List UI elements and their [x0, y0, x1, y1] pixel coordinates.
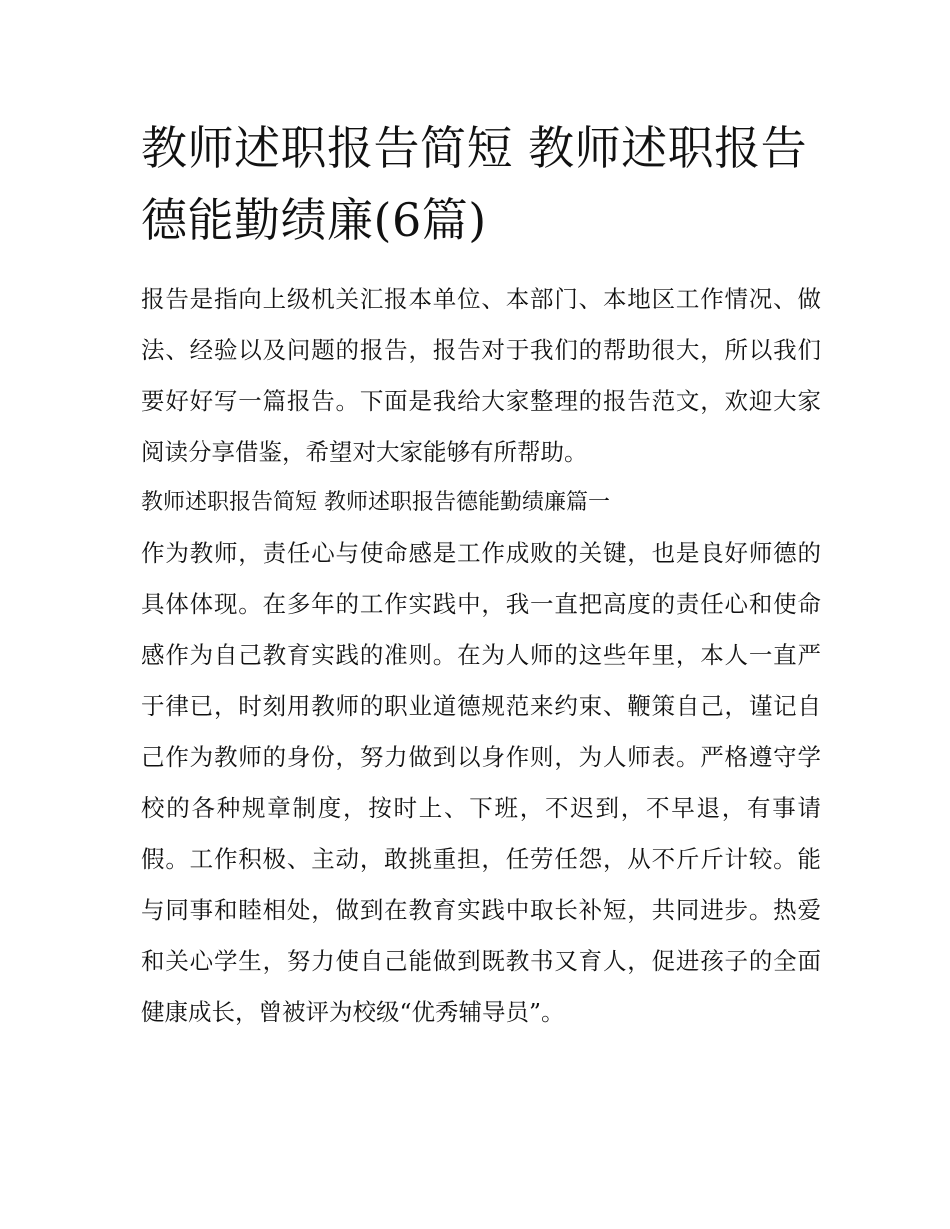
body-paragraph: 作为教师，责任心与使命感是工作成败的关键，也是良好师德的具体体现。在多年的工作实践中，我一直把高度的责任心和使命感作为自己教育实践的准则。在为人师的这些年里，本人一直严于律已，时刻用教师的职业道德规范来约束、鞭策自己，谨记自己作为教师的身份，努力做到以身作则，为人师表。严格遵守学校的各种规章制度，按时上、下班，不迟到，不早退，有事请假。工作积极、主动，敢挑重担，任劳任怨，从不斤斤计较。能与同事和睦相处，做到在教育实践中取长补短，共同进步。热爱和关心学生，努力使自己能做到既教书又育人，促进孩子的全面健康成长，曾被评为校级“优秀辅导员”。: [141, 539, 821, 1026]
section-heading: 教师述职报告简短 教师述职报告德能勤绩廉篇一: [141, 490, 610, 515]
document-page: [141, 112, 821, 1038]
document-title: 教师述职报告简短 教师述职报告德能勤绩廉(6篇): [141, 121, 808, 247]
intro-paragraph: 报告是指向上级机关汇报本单位、本部门、本地区工作情况、做法、经验以及问题的报告，报告对于我们的帮助很大，所以我们要好好写一篇报告。下面是我给大家整理的报告范文，欢迎大家阅读分享借鉴，希望对大家能够有所帮助。: [141, 285, 821, 466]
